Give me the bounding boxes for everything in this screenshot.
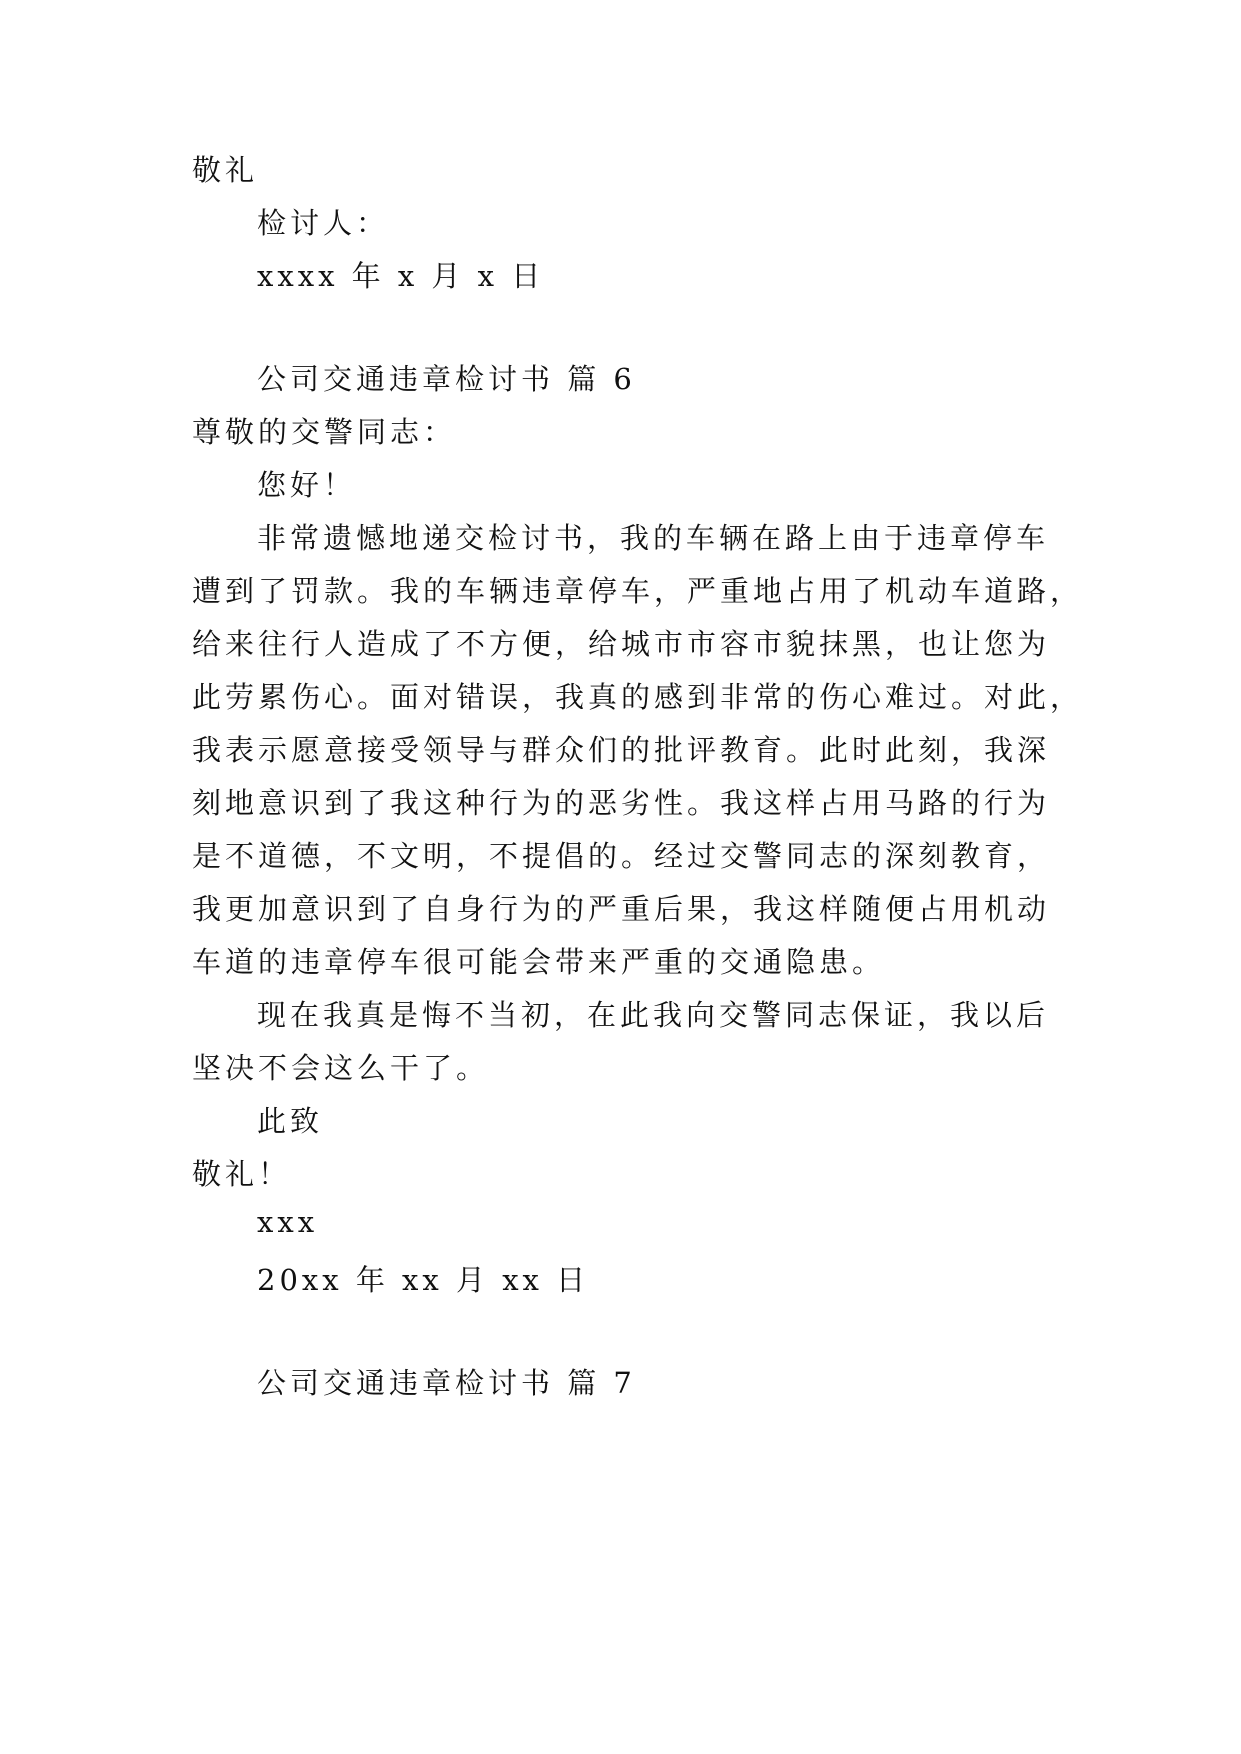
greeting: 您好！ — [257, 468, 357, 502]
section6-heading: 公司交通违章检讨书 篇 6 — [257, 362, 636, 396]
section7-heading: 公司交通违章检讨书 篇 7 — [257, 1366, 636, 1400]
signer-label: 检讨人： — [257, 206, 390, 240]
signer: xxx — [257, 1205, 319, 1239]
body-line: 刻地意识到了我这种行为的恶劣性。我这样占用马路的行为 — [192, 786, 1051, 820]
body-line: 我表示愿意接受领导与群众们的批评教育。此时此刻，我深 — [192, 733, 1051, 767]
closing-zhizhi: 此致 — [257, 1104, 324, 1138]
body-line: 给来往行人造成了不方便，给城市市容市貌抹黑，也让您为 — [192, 627, 1051, 661]
body-line: 非常遗憾地递交检讨书，我的车辆在路上由于违章停车 — [257, 521, 1050, 555]
body-line: 是不道德，不文明，不提倡的。经过交警同志的深刻教育， — [192, 839, 1051, 873]
body-line: 我更加意识到了自身行为的严重后果，我这样随便占用机动 — [192, 892, 1051, 926]
addressee: 尊敬的交警同志： — [192, 415, 457, 449]
date-top: xxxx 年 x 月 x 日 — [257, 259, 545, 293]
body-line: 遭到了罚款。我的车辆违章停车，严重地占用了机动车道路， — [192, 574, 1084, 608]
closing-jingli: 敬礼！ — [192, 1157, 292, 1191]
body-line: 此劳累伤心。面对错误，我真的感到非常的伤心难过。对此， — [192, 680, 1084, 714]
salutation-top: 敬礼 — [192, 153, 259, 187]
body-line: 坚决不会这么干了。 — [192, 1051, 490, 1085]
body-line: 车道的违章停车很可能会带来严重的交通隐患。 — [192, 945, 886, 979]
body-line: 现在我真是悔不当初，在此我向交警同志保证，我以后 — [257, 998, 1050, 1032]
date: 20xx 年 xx 月 xx 日 — [257, 1263, 590, 1297]
